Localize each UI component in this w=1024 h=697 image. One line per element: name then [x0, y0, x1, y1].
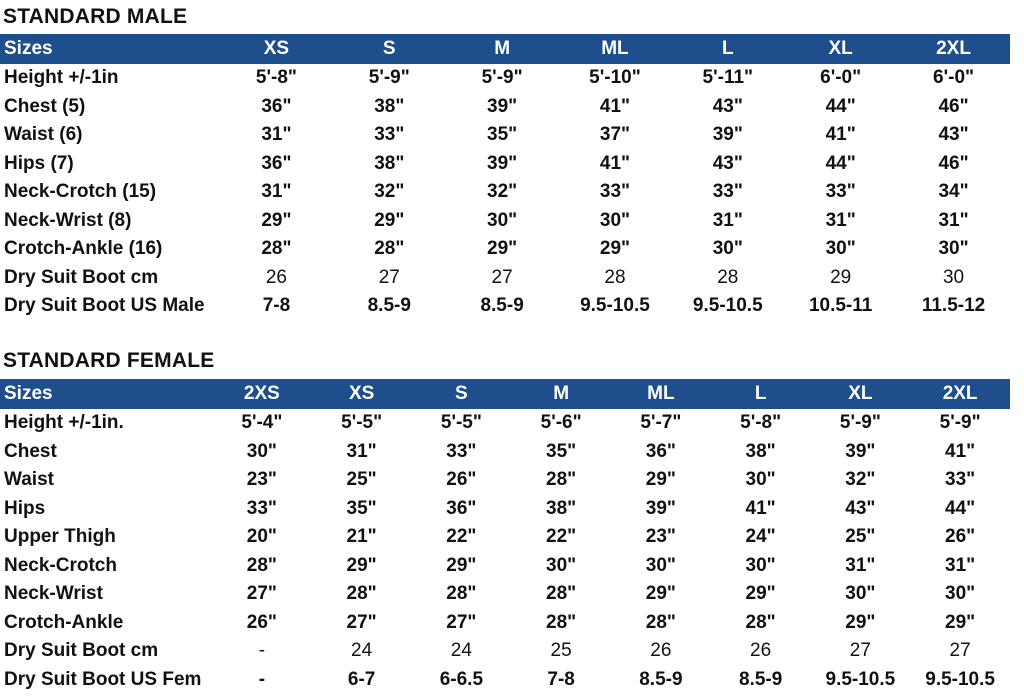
measurement-value: 32" [487, 181, 518, 203]
measurement-value: 5'-8" [740, 412, 782, 434]
measurement-value: 5'-6" [540, 412, 582, 434]
measurement-label: Height +/-1in [4, 67, 119, 89]
measurement-value: 31" [346, 440, 377, 462]
measurement-value: 30" [645, 554, 676, 576]
measurement-value: 30" [745, 469, 776, 491]
measurement-value: 22" [446, 526, 477, 548]
table-row [0, 637, 1010, 666]
measurement-value: 44" [825, 152, 856, 174]
measurement-value: 33" [246, 497, 277, 519]
measurement-value: 28" [261, 238, 292, 260]
measurement-value: 24" [745, 526, 776, 548]
measurement-value: 31" [938, 209, 969, 231]
female-header-row [0, 379, 1010, 409]
male-section-title: STANDARD MALE [3, 5, 188, 28]
measurement-value: 32" [374, 181, 405, 203]
measurement-value: 41" [825, 124, 856, 146]
table-row [0, 235, 1010, 264]
measurement-value: 27 [849, 640, 871, 662]
measurement-value: 29" [845, 611, 876, 633]
measurement-label: Chest (5) [4, 95, 86, 117]
table-row [0, 178, 1010, 207]
measurement-value: 26" [446, 469, 477, 491]
measurement-label: Neck-Crotch [4, 554, 117, 576]
measurement-value: 29" [745, 583, 776, 605]
measurement-value: 36" [261, 152, 292, 174]
measurement-value: 29" [945, 611, 976, 633]
table-row [0, 580, 1010, 609]
table-row [0, 666, 1010, 695]
measurement-value: - [258, 640, 266, 662]
measurement-label: Dry Suit Boot US Fem [4, 668, 202, 690]
measurement-value: 30" [845, 583, 876, 605]
measurement-value: 46" [938, 95, 969, 117]
size-column-header: S [333, 34, 446, 64]
measurement-value: 26 [650, 640, 672, 662]
measurement-value: 30" [487, 209, 518, 231]
measurement-value: 31" [712, 209, 743, 231]
measurement-value: 8.5-9 [738, 668, 783, 690]
measurement-label: Upper Thigh [4, 526, 116, 548]
measurement-value: 29 [830, 266, 852, 288]
measurement-value: 30" [712, 238, 743, 260]
measurement-value: 34" [938, 181, 969, 203]
measurement-label: Dry Suit Boot cm [4, 640, 159, 662]
measurement-value: 5'-5" [440, 412, 482, 434]
measurement-value: 6-6.5 [439, 668, 484, 690]
measurement-value: 33" [599, 181, 631, 203]
measurement-label: Crotch-Ankle [4, 611, 124, 633]
size-column-header: L [671, 34, 784, 64]
measurement-value: 9.5-10.5 [825, 668, 896, 690]
table-row [0, 264, 1010, 293]
table-row [0, 409, 1010, 438]
measurement-value: 29" [261, 209, 292, 231]
measurement-value: 29" [487, 238, 518, 260]
measurement-value: 31" [261, 124, 292, 146]
size-column-header: XS [220, 34, 333, 64]
measurement-value: 33" [374, 124, 405, 146]
measurement-value: 26 [265, 266, 287, 288]
measurement-value: 29" [645, 583, 676, 605]
measurement-value: 23" [645, 526, 676, 548]
measurement-value: 36" [261, 95, 292, 117]
measurement-value: 27" [446, 611, 477, 633]
table-row [0, 438, 1010, 467]
measurement-label: Hips (7) [4, 152, 74, 174]
measurement-value: 31" [261, 181, 292, 203]
measurement-value: 41" [745, 497, 776, 519]
measurement-value: 39" [487, 152, 518, 174]
table-row [0, 495, 1010, 524]
measurement-value: 25" [346, 469, 377, 491]
measurement-label: Neck-Crotch (15) [4, 181, 157, 203]
measurement-value: 28 [604, 266, 626, 288]
measurement-label: Neck-Wrist [4, 583, 103, 605]
female-section-title: STANDARD FEMALE [3, 349, 215, 372]
measurement-value: 5'-9" [368, 67, 410, 89]
measurement-value: 43" [712, 152, 743, 174]
table-row [0, 121, 1010, 150]
measurement-value: 30" [745, 554, 776, 576]
measurement-value: 35" [487, 124, 518, 146]
measurement-value: 21" [346, 526, 377, 548]
measurement-value: 5'-10" [589, 67, 641, 89]
measurement-value: 25" [845, 526, 876, 548]
measurement-label: Dry Suit Boot cm [4, 266, 159, 288]
measurement-value: 30" [938, 238, 969, 260]
measurement-value: 39" [845, 440, 876, 462]
measurement-value: 38" [546, 497, 577, 519]
measurement-value: 38" [374, 95, 405, 117]
measurement-value: 27 [949, 640, 971, 662]
size-column-header: M [446, 34, 559, 64]
size-column-header: 2XL [910, 379, 1010, 409]
size-column-header: L [711, 379, 811, 409]
table-row [0, 207, 1010, 236]
measurement-value: 24 [351, 640, 373, 662]
measurement-value: 8.5-9 [480, 295, 524, 317]
measurement-value: 30" [945, 583, 976, 605]
measurement-value: 38" [745, 440, 776, 462]
measurement-value: 6'-0" [820, 67, 862, 89]
size-column-header: ML [559, 34, 672, 64]
measurement-value: 6-7 [347, 668, 376, 690]
measurement-value: 26" [246, 611, 277, 633]
measurement-value: 10.5-11 [808, 295, 873, 317]
measurement-value: 36" [446, 497, 477, 519]
measurement-value: 11.5-12 [921, 295, 986, 317]
measurement-value: 43" [845, 497, 876, 519]
measurement-value: 31" [945, 554, 976, 576]
size-column-header: M [511, 379, 611, 409]
measurement-value: 43" [938, 124, 969, 146]
measurement-value: 26 [750, 640, 772, 662]
measurement-value: 5'-5" [341, 412, 383, 434]
sizes-header-cell: Sizes [0, 379, 212, 409]
measurement-value: 28" [546, 611, 577, 633]
measurement-value: 9.5-10.5 [925, 668, 995, 690]
measurement-value: 27 [491, 266, 513, 288]
measurement-value: 46" [938, 152, 969, 174]
measurement-label: Waist (6) [4, 124, 83, 146]
measurement-value: 39" [712, 124, 743, 146]
measurement-value: - [258, 668, 266, 690]
sizes-header-cell: Sizes [0, 34, 220, 64]
male-size-table [0, 34, 1010, 321]
measurement-value: 5'-7" [640, 412, 682, 434]
measurement-value: 28" [745, 611, 776, 633]
measurement-value: 30" [599, 209, 631, 231]
measurement-value: 28" [546, 469, 577, 491]
measurement-value: 28" [346, 583, 377, 605]
measurement-value: 30" [246, 440, 277, 462]
measurement-value: 33" [712, 181, 743, 203]
measurement-value: 5'-11" [702, 67, 754, 89]
measurement-value: 39" [645, 497, 676, 519]
measurement-value: 5'-4" [241, 412, 283, 434]
measurement-label: Neck-Wrist (8) [4, 209, 132, 231]
measurement-label: Dry Suit Boot US Male [4, 295, 205, 317]
measurement-value: 32" [845, 469, 876, 491]
table-row [0, 64, 1010, 93]
table-row [0, 552, 1010, 581]
measurement-value: 30" [825, 238, 856, 260]
measurement-value: 24 [450, 640, 472, 662]
measurement-value: 7-8 [547, 668, 575, 690]
measurement-value: 8.5-9 [367, 295, 411, 317]
measurement-value: 38" [374, 152, 405, 174]
measurement-value: 28" [374, 238, 405, 260]
measurement-value: 28" [246, 554, 277, 576]
table-row [0, 150, 1010, 179]
measurement-label: Chest [4, 440, 57, 462]
measurement-value: 23" [246, 469, 277, 491]
measurement-value: 29" [346, 554, 377, 576]
measurement-value: 6'-0" [933, 67, 975, 89]
measurement-value: 33" [446, 440, 477, 462]
measurement-label: Crotch-Ankle (16) [4, 238, 163, 260]
size-column-header: XL [784, 34, 897, 64]
size-column-header: S [412, 379, 512, 409]
size-column-header: ML [611, 379, 711, 409]
measurement-value: 28" [645, 611, 676, 633]
table-row [0, 93, 1010, 122]
measurement-value: 25 [550, 640, 572, 662]
measurement-value: 29" [645, 469, 676, 491]
size-column-header: 2XS [212, 379, 312, 409]
measurement-value: 41" [945, 440, 976, 462]
measurement-value: 31" [825, 209, 856, 231]
measurement-value: 43" [712, 95, 743, 117]
table-row [0, 292, 1010, 321]
table-row [0, 523, 1010, 552]
measurement-value: 7-8 [262, 295, 291, 317]
measurement-value: 9.5-10.5 [692, 295, 763, 317]
measurement-value: 26" [945, 526, 976, 548]
measurement-value: 27" [246, 583, 277, 605]
measurement-value: 9.5-10.5 [580, 295, 650, 317]
measurement-value: 44" [945, 497, 976, 519]
measurement-value: 27 [378, 266, 400, 288]
measurement-value: 5'-9" [839, 412, 881, 434]
measurement-label: Height +/-1in. [4, 412, 124, 434]
measurement-value: 8.5-9 [639, 668, 683, 690]
female-size-table [0, 379, 1010, 694]
table-row [0, 609, 1010, 638]
table-row [0, 466, 1010, 495]
measurement-value: 37" [599, 124, 631, 146]
measurement-value: 33" [825, 181, 856, 203]
measurement-value: 5'-8" [255, 67, 297, 89]
measurement-value: 5'-9" [481, 67, 523, 89]
measurement-value: 29" [374, 209, 405, 231]
measurement-value: 28" [546, 583, 577, 605]
measurement-value: 35" [346, 497, 377, 519]
measurement-value: 28 [717, 266, 739, 288]
measurement-value: 36" [645, 440, 676, 462]
measurement-value: 5'-9" [939, 412, 981, 434]
size-column-header: XL [811, 379, 911, 409]
measurement-value: 39" [487, 95, 518, 117]
size-column-header: XS [312, 379, 412, 409]
measurement-value: 22" [546, 526, 577, 548]
measurement-value: 31" [845, 554, 876, 576]
measurement-value: 30 [942, 266, 965, 288]
measurement-value: 41" [599, 95, 631, 117]
measurement-value: 29" [446, 554, 477, 576]
measurement-value: 27" [346, 611, 377, 633]
male-header-row [0, 34, 1010, 64]
measurement-label: Hips [4, 497, 46, 519]
measurement-value: 44" [825, 95, 856, 117]
measurement-label: Waist [4, 469, 54, 491]
measurement-value: 41" [599, 152, 631, 174]
measurement-value: 29" [599, 238, 631, 260]
measurement-value: 30" [546, 554, 577, 576]
measurement-value: 33" [945, 469, 976, 491]
measurement-value: 20" [246, 526, 277, 548]
size-column-header: 2XL [897, 34, 1010, 64]
measurement-value: 28" [446, 583, 477, 605]
measurement-value: 35" [546, 440, 577, 462]
